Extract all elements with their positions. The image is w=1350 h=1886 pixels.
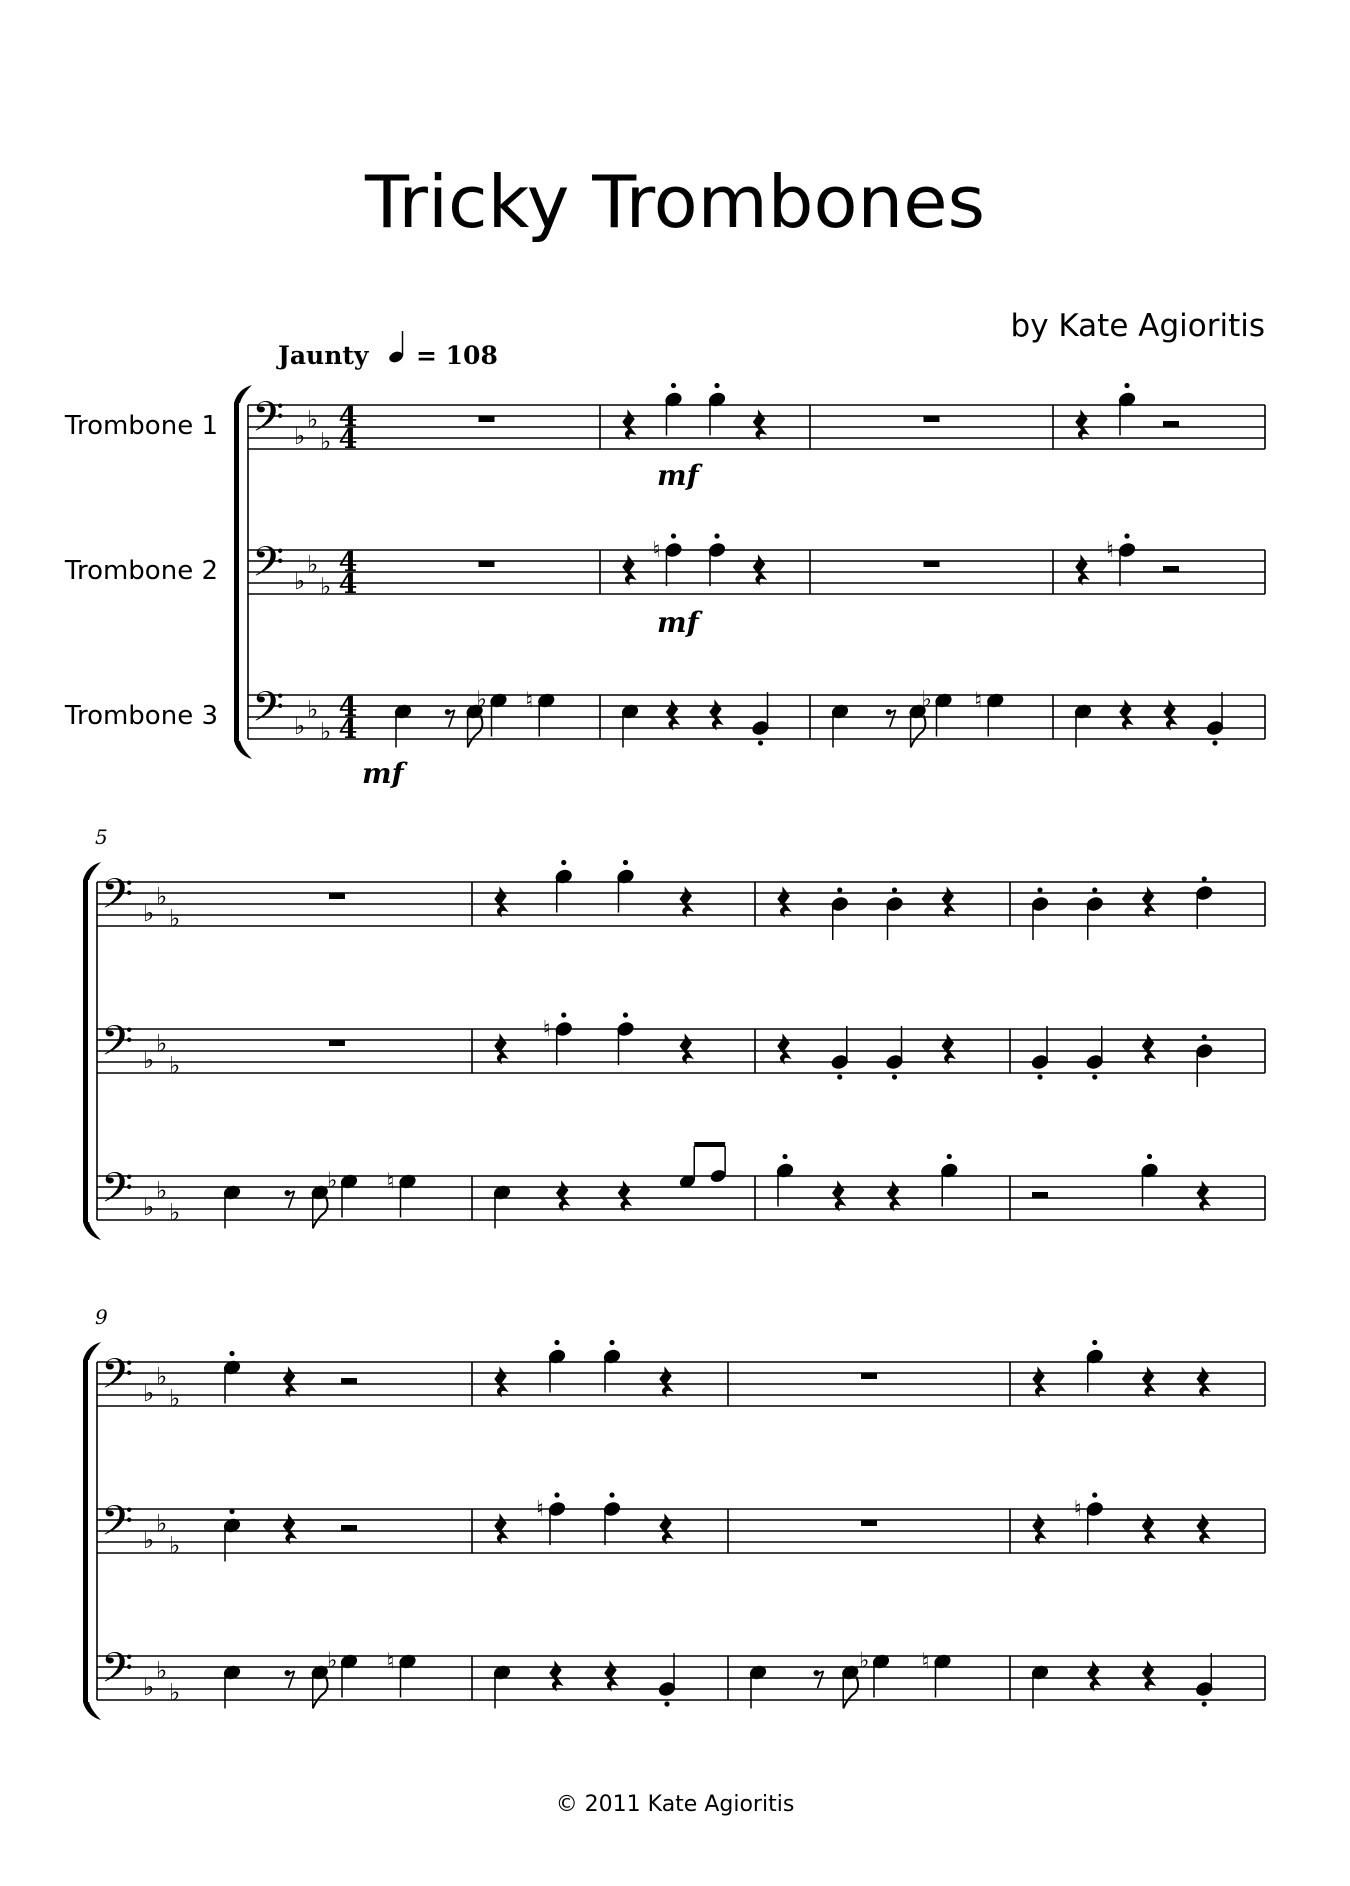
rest-quarter-rest — [1076, 411, 1088, 439]
staff-T1-flat-icon: ♭ — [169, 904, 181, 933]
note-staccato-dot — [623, 1012, 628, 1017]
note-staccato-dot — [561, 1012, 566, 1017]
rest-quarter-rest — [495, 1035, 507, 1063]
note-staccato-dot — [1147, 1154, 1152, 1159]
note-staccato-dot — [758, 740, 763, 745]
eighth-beam — [694, 1142, 725, 1147]
rest-quarter-rest — [1143, 1035, 1155, 1063]
staff-T3-flat-icon: ♭ — [307, 695, 319, 724]
note-staccato-dot — [1124, 533, 1129, 538]
staff-T2-flat-icon: ♭ — [169, 1531, 181, 1560]
rest-quarter-rest — [667, 701, 679, 729]
staff-T3-bass-clef-icon: 𝄢 — [101, 1164, 134, 1222]
note-flat-icon: ♭ — [859, 1648, 870, 1674]
note-natural-icon: ♮ — [1073, 1497, 1082, 1522]
note-staccato-dot — [554, 1492, 559, 1497]
note-staccato-dot — [229, 1351, 234, 1356]
system-bracket — [83, 1222, 101, 1240]
note-staccato-dot — [837, 887, 842, 892]
rest-quarter-rest — [1143, 1515, 1155, 1543]
rest-quarter-rest — [1143, 888, 1155, 916]
note-natural-icon: ♮ — [1106, 538, 1114, 563]
note-natural-icon: ♮ — [974, 688, 983, 714]
staff-T2-time-bottom: 4 — [338, 569, 358, 600]
rest-quarter-rest — [1088, 1662, 1100, 1690]
rest-quarter-rest — [1164, 701, 1176, 729]
rest-quarter-rest — [623, 411, 635, 439]
staff-T3-flat-icon: ♭ — [143, 1193, 155, 1221]
note-staccato-dot — [1202, 876, 1207, 881]
rest-quarter-rest — [660, 1515, 672, 1543]
score-title: Tricky Trombones — [364, 160, 985, 244]
note-staccato-dot — [1092, 1340, 1097, 1345]
note-flag — [313, 1197, 328, 1229]
instrument-label: Trombone 2 — [64, 556, 218, 586]
staff-T2-time-top: 4 — [338, 547, 358, 578]
tempo-marking: Jaunty — [278, 341, 369, 370]
rest-quarter-rest — [888, 1182, 900, 1210]
system-bracket — [234, 385, 252, 403]
staff-T3-flat-icon: ♭ — [294, 712, 306, 740]
rest-quarter-rest — [1120, 701, 1132, 729]
staff-T2-bass-clef-icon: 𝄢 — [101, 1497, 134, 1555]
note-staccato-dot — [671, 383, 676, 388]
staff-T3-bass-clef-icon: 𝄢 — [252, 683, 285, 741]
system-bracket — [83, 1702, 101, 1720]
staff-T2-flat-icon: ♭ — [294, 567, 306, 595]
staff-T3-time-bottom: 4 — [338, 714, 358, 745]
note-natural-icon: ♮ — [525, 688, 534, 714]
note-staccato-dot — [623, 860, 628, 865]
staff-T1-flat-icon: ♭ — [320, 427, 332, 456]
measure-number: 5 — [95, 825, 108, 849]
staff-T3-bass-clef-icon: 𝄢 — [101, 1644, 134, 1702]
measure-number: 9 — [95, 1305, 108, 1329]
note-flag — [911, 716, 926, 748]
rest-quarter-rest — [495, 1515, 507, 1543]
tempo-bpm: = 108 — [416, 341, 498, 370]
rest-quarter-rest — [1076, 556, 1088, 584]
composer-credit: by Kate Agioritis — [1010, 308, 1265, 344]
note-staccato-dot — [947, 1154, 952, 1159]
system-bracket — [234, 741, 252, 759]
note-staccato-dot — [1037, 1074, 1042, 1079]
rest-quarter-rest — [833, 1182, 845, 1210]
system-bracket — [83, 1360, 88, 1702]
copyright-notice: © 2011 Kate Agioritis — [555, 1792, 795, 1817]
rest-whole-rest — [924, 561, 940, 567]
rest-whole-rest — [329, 893, 345, 899]
note-flat-icon: ♭ — [921, 687, 932, 713]
note-staccato-dot — [671, 533, 676, 538]
note-natural-icon: ♮ — [536, 1497, 544, 1522]
system-bracket — [83, 880, 88, 1222]
note-staccato-dot — [609, 1492, 614, 1497]
note-flat-icon: ♭ — [327, 1168, 338, 1194]
staff-T1-bass-clef-icon: 𝄢 — [101, 1350, 134, 1408]
rest-quarter-rest — [1197, 1515, 1209, 1543]
rest-whole-rest — [861, 1520, 877, 1526]
note-staccato-dot — [1212, 740, 1217, 745]
staff-T2-flat-icon: ♭ — [169, 1051, 181, 1080]
staff-T1-bass-clef-icon: 𝄢 — [101, 870, 134, 928]
staff-T3-flat-icon: ♭ — [143, 1673, 155, 1701]
staff-T1-flat-icon: ♭ — [143, 1379, 155, 1407]
note-staccato-dot — [1092, 887, 1097, 892]
rest-quarter-rest — [284, 1368, 296, 1396]
staff-T2-flat-icon: ♭ — [156, 1509, 168, 1538]
note-staccato-dot — [664, 1701, 669, 1706]
note-staccato-dot — [1202, 1034, 1207, 1039]
staff-T1-bass-clef-icon: 𝄢 — [252, 393, 285, 451]
staff-T2-flat-icon: ♭ — [143, 1526, 155, 1554]
note-flat-icon: ♭ — [327, 1648, 338, 1674]
rest-quarter-rest — [754, 556, 766, 584]
note-staccato-dot — [837, 1074, 842, 1079]
rest-quarter-rest — [1143, 1662, 1155, 1690]
rest-quarter-rest — [605, 1662, 617, 1690]
note-natural-icon: ♮ — [542, 1017, 551, 1042]
note-staccato-dot — [1124, 383, 1129, 388]
instrument-label: Trombone 3 — [64, 701, 218, 731]
staff-T3-time-top: 4 — [338, 692, 358, 723]
note-natural-icon: ♮ — [386, 1649, 395, 1675]
rest-whole-rest — [329, 1040, 345, 1046]
note-staccato-dot — [1037, 887, 1042, 892]
note-staccato-dot — [714, 533, 719, 538]
rest-quarter-rest — [619, 1182, 631, 1210]
rest-quarter-rest — [550, 1662, 562, 1690]
note-staccato-dot — [609, 1340, 614, 1345]
note-natural-icon: ♮ — [652, 538, 661, 563]
staff-T1-time-top: 4 — [338, 402, 358, 433]
note-staccato-dot — [892, 1074, 897, 1079]
staff-T1-flat-icon: ♭ — [169, 1384, 181, 1413]
rest-quarter-rest — [495, 1368, 507, 1396]
rest-quarter-rest — [623, 556, 635, 584]
staff-T1-flat-icon: ♭ — [307, 405, 319, 434]
rest-quarter-rest — [1197, 1182, 1209, 1210]
rest-whole-rest — [861, 1373, 877, 1379]
rest-quarter-rest — [754, 411, 766, 439]
rest-quarter-rest — [660, 1368, 672, 1396]
rest-whole-rest — [924, 416, 940, 422]
note-staccato-dot — [561, 860, 566, 865]
staff-T1-flat-icon: ♭ — [156, 882, 168, 911]
note-flat-icon: ♭ — [476, 687, 487, 713]
note-staccato-dot — [714, 383, 719, 388]
rest-quarter-rest — [942, 888, 954, 916]
staff-T1-time-bottom: 4 — [338, 424, 358, 455]
note-flag — [313, 1677, 328, 1709]
note-flag — [843, 1677, 858, 1709]
staff-T3-flat-icon: ♭ — [169, 1198, 181, 1227]
staff-T1-flat-icon: ♭ — [294, 422, 306, 450]
rest-quarter-rest — [778, 1035, 790, 1063]
rest-quarter-rest — [1033, 1515, 1045, 1543]
staff-T2-bass-clef-icon: 𝄢 — [101, 1017, 134, 1075]
rest-quarter-rest — [942, 1035, 954, 1063]
rest-quarter-rest — [284, 1515, 296, 1543]
staff-T3-flat-icon: ♭ — [156, 1656, 168, 1685]
rest-quarter-rest — [557, 1182, 569, 1210]
rest-quarter-rest — [710, 701, 722, 729]
note-staccato-dot — [782, 1154, 787, 1159]
note-staccato-dot — [554, 1340, 559, 1345]
rest-whole-rest — [479, 561, 495, 567]
staff-T2-bass-clef-icon: 𝄢 — [252, 538, 285, 596]
rest-quarter-rest — [1197, 1368, 1209, 1396]
rest-whole-rest — [479, 416, 495, 422]
staff-T2-flat-icon: ♭ — [143, 1046, 155, 1074]
rest-quarter-rest — [778, 888, 790, 916]
staff-T3-flat-icon: ♭ — [156, 1176, 168, 1205]
note-staccato-dot — [1092, 1074, 1097, 1079]
dynamic-mf: mf — [362, 757, 404, 790]
instrument-label: Trombone 1 — [64, 411, 218, 441]
staff-T3-flat-icon: ♭ — [320, 717, 332, 746]
rest-quarter-rest — [1033, 1368, 1045, 1396]
rest-half-rest — [341, 1378, 357, 1384]
rest-half-rest — [341, 1525, 357, 1531]
system-bracket — [234, 403, 239, 741]
dynamic-mf: mf — [657, 459, 699, 492]
rest-quarter-rest — [495, 888, 507, 916]
rest-half-rest — [1163, 421, 1179, 427]
rest-quarter-rest — [1143, 1368, 1155, 1396]
staff-T1-flat-icon: ♭ — [143, 899, 155, 927]
system-bracket — [83, 862, 101, 880]
rest-quarter-rest — [680, 1035, 692, 1063]
note-flag — [468, 716, 483, 748]
staff-T2-flat-icon: ♭ — [307, 550, 319, 579]
note-staccato-dot — [1202, 1701, 1207, 1706]
staff-T2-flat-icon: ♭ — [320, 572, 332, 601]
rest-quarter-rest — [680, 888, 692, 916]
staff-T1-flat-icon: ♭ — [156, 1362, 168, 1391]
system-bracket — [83, 1342, 101, 1360]
dynamic-mf: mf — [657, 606, 699, 639]
staff-T2-flat-icon: ♭ — [156, 1029, 168, 1058]
note-staccato-dot — [892, 887, 897, 892]
rest-half-rest — [1163, 566, 1179, 572]
staff-T3-flat-icon: ♭ — [169, 1678, 181, 1707]
note-staccato-dot — [1092, 1492, 1097, 1497]
note-natural-icon: ♮ — [921, 1649, 930, 1675]
note-natural-icon: ♮ — [386, 1169, 395, 1195]
note-staccato-dot — [229, 1509, 234, 1514]
rest-half-rest — [1032, 1192, 1048, 1198]
